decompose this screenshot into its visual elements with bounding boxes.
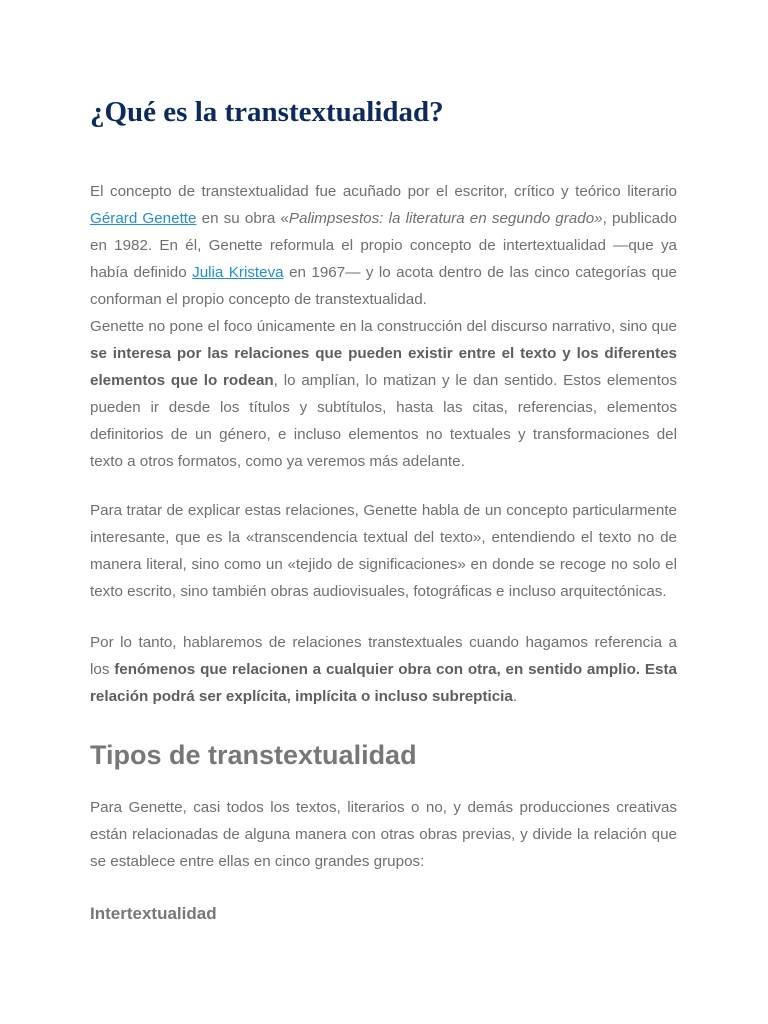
text-run: en 1967— y lo acota dentro de las cinco categorías que conforman el propio concepto de transtextualidad. [90, 264, 677, 308]
text-run: . [512, 688, 518, 705]
article-title: ¿Qué es la transtextualidad? [90, 96, 444, 128]
text-run: El concepto de transtextualidad fue acuñado por el escritor, crítico y teórico literario [90, 183, 677, 200]
text-run: en su obra « [196, 210, 289, 227]
section-heading: Tipos de transtextualidad [90, 740, 417, 770]
relations-paragraph: Para tratar de explicar estas relaciones, Genette habla de un concepto particularmente interesante, que es la «transcendencia textual del texto», entendiendo el texto no de manera literal, sino como un «tejido de significaciones» en donde se recoge no solo el texto escrito, sino también obras audiovisuales, fotográficas e incluso arquitectónicas. [90, 502, 677, 600]
text-run: Genette no pone el foco únicamente en la construcción del discurso narrativo, sino que [90, 318, 677, 335]
bold-run: fenómenos que relacionen a cualquier obra con otra, en sentido amplio. Esta relación podrá ser explícita, implícita o incluso subrepticia [90, 661, 677, 705]
book-title: Palimpsestos: la literatura en segundo grado» [288, 210, 603, 227]
link-julia-kristeva[interactable]: Julia Kristeva [192, 264, 284, 281]
text-run: , publicado en 1982. En él, Genette reformula el propio concepto de intertextualidad —que ya había definido [90, 210, 677, 281]
text-run: Por lo tanto, hablaremos de relaciones transtextuales cuando hagamos referencia a los [90, 634, 677, 678]
conclusion-paragraph [90, 629, 677, 710]
intro-paragraph [90, 178, 677, 475]
link-gerard-genette[interactable]: Gérard Genette [90, 210, 197, 227]
bold-run: se interesa por las relaciones que pueden existir entre el texto y los diferentes elementos que lo rodean [90, 345, 677, 389]
types-paragraph: Para Genette, casi todos los textos, literarios o no, y demás producciones creativas están relacionadas de alguna manera con otras obras previas, y divide la relación que se establece entre ellas en cinco grandes grupos: [90, 799, 677, 870]
subsection-heading: Intertextualidad [90, 904, 217, 923]
text-run: , lo amplían, lo matizan y le dan sentido. Estos elementos pueden ir desde los títulos y subtítulos, hasta las citas, referencias, elementos definitorios de un género, e incluso elementos no textuales y transformaciones del texto a otros formatos, como ya veremos más adelante. [90, 372, 677, 470]
